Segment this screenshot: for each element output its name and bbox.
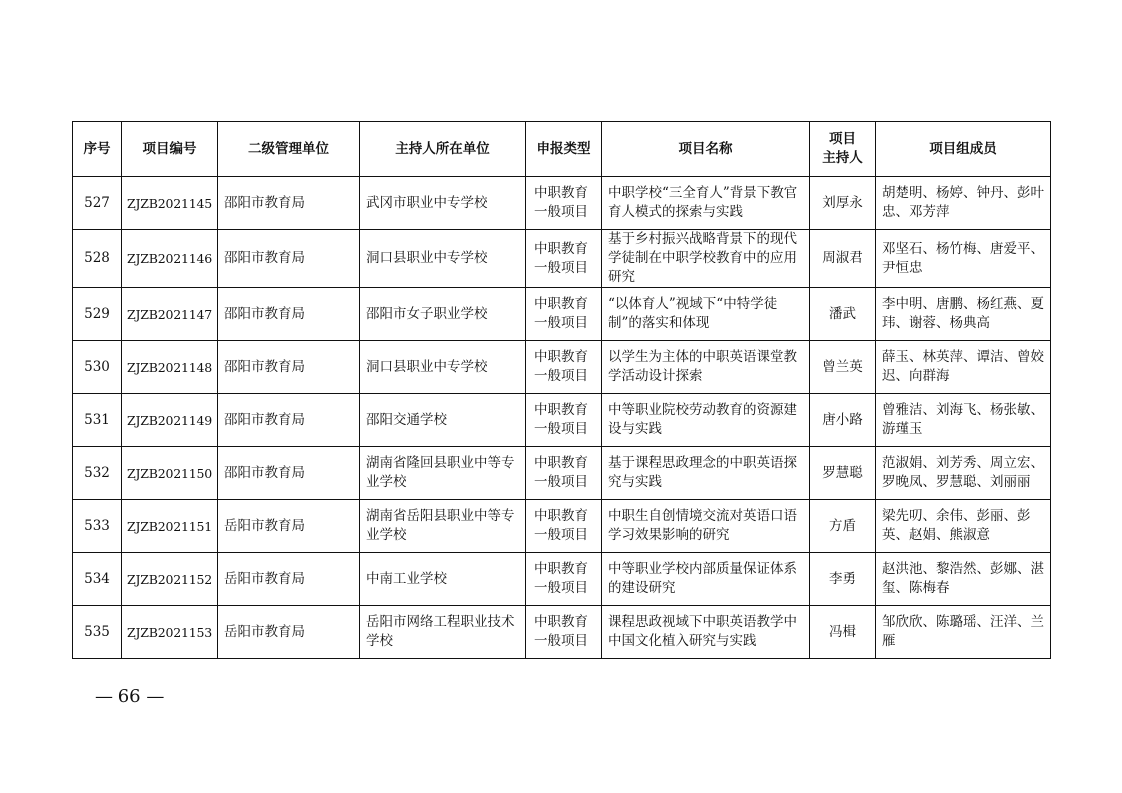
cell-mgmt: 岳阳市教育局 <box>218 606 360 659</box>
cell-members: 范淑娟、刘芳秀、周立宏、罗晚凤、罗慧聪、刘丽丽 <box>876 447 1051 500</box>
cell-host: 罗慧聪 <box>810 447 876 500</box>
cell-seq: 528 <box>73 230 122 288</box>
cell-members: 薛玉、林英萍、谭洁、曾姣迟、向群海 <box>876 341 1051 394</box>
cell-name: 中职学校“三全育人”背景下教官育人模式的探索与实践 <box>602 177 810 230</box>
cell-type: 中职教育一般项目 <box>526 288 602 341</box>
table-row <box>73 341 1051 394</box>
table-row <box>73 394 1051 447</box>
cell-mgmt: 邵阳市教育局 <box>218 177 360 230</box>
header-host-line2: 主持人 <box>822 150 863 166</box>
table-row <box>73 177 1051 230</box>
cell-seq: 534 <box>73 553 122 606</box>
table-row <box>73 447 1051 500</box>
cell-host: 周淑君 <box>810 230 876 288</box>
cell-host: 李勇 <box>810 553 876 606</box>
cell-name: 中等职业院校劳动教育的资源建设与实践 <box>602 394 810 447</box>
table-row <box>73 230 1051 288</box>
cell-type: 中职教育一般项目 <box>526 606 602 659</box>
cell-type: 中职教育一般项目 <box>526 230 602 288</box>
cell-type: 中职教育一般项目 <box>526 341 602 394</box>
cell-unit: 中南工业学校 <box>360 553 526 606</box>
cell-seq: 527 <box>73 177 122 230</box>
page-number-value: 66 <box>117 686 141 707</box>
cell-unit: 岳阳市网络工程职业技术学校 <box>360 606 526 659</box>
cell-host: 唐小路 <box>810 394 876 447</box>
cell-type: 中职教育一般项目 <box>526 500 602 553</box>
page-number-dash-left: — <box>95 686 112 707</box>
cell-mgmt: 岳阳市教育局 <box>218 553 360 606</box>
cell-host: 曾兰英 <box>810 341 876 394</box>
cell-code: ZJZB2021146 <box>122 230 218 288</box>
cell-mgmt: 邵阳市教育局 <box>218 230 360 288</box>
cell-members: 邹欣欣、陈璐瑶、汪洋、兰雁 <box>876 606 1051 659</box>
cell-code: ZJZB2021150 <box>122 447 218 500</box>
table-header-row <box>73 122 1051 177</box>
cell-seq: 533 <box>73 500 122 553</box>
cell-name: 中等职业学校内部质量保证体系的建设研究 <box>602 553 810 606</box>
cell-seq: 530 <box>73 341 122 394</box>
cell-mgmt: 岳阳市教育局 <box>218 500 360 553</box>
cell-name: 基于课程思政理念的中职英语探究与实践 <box>602 447 810 500</box>
cell-unit: 湖南省岳阳县职业中等专业学校 <box>360 500 526 553</box>
cell-unit: 武冈市职业中专学校 <box>360 177 526 230</box>
cell-unit: 洞口县职业中专学校 <box>360 341 526 394</box>
cell-code: ZJZB2021151 <box>122 500 218 553</box>
cell-type: 中职教育一般项目 <box>526 447 602 500</box>
cell-seq: 535 <box>73 606 122 659</box>
cell-name: 课程思政视域下中职英语教学中中国文化植入研究与实践 <box>602 606 810 659</box>
table-row <box>73 553 1051 606</box>
table-row <box>73 288 1051 341</box>
header-members: 项目组成员 <box>876 122 1051 177</box>
cell-code: ZJZB2021153 <box>122 606 218 659</box>
cell-unit: 邵阳市女子职业学校 <box>360 288 526 341</box>
header-host <box>810 122 876 177</box>
header-unit: 主持人所在单位 <box>360 122 526 177</box>
table-row <box>73 500 1051 553</box>
cell-members: 李中明、唐鹏、杨红燕、夏玮、谢蓉、杨典高 <box>876 288 1051 341</box>
cell-members: 胡楚明、杨婷、钟丹、彭叶忠、邓芳萍 <box>876 177 1051 230</box>
projects-table-container <box>72 121 1050 659</box>
cell-mgmt: 邵阳市教育局 <box>218 447 360 500</box>
cell-members: 赵洪池、黎浩然、彭娜、湛玺、陈梅春 <box>876 553 1051 606</box>
cell-host: 潘武 <box>810 288 876 341</box>
header-host-line1: 项目 <box>829 131 856 147</box>
cell-name: “以体育人”视域下“中特学徒制”的落实和体现 <box>602 288 810 341</box>
cell-seq: 532 <box>73 447 122 500</box>
cell-type: 中职教育一般项目 <box>526 553 602 606</box>
cell-name: 中职生自创情境交流对英语口语学习效果影响的研究 <box>602 500 810 553</box>
cell-type: 中职教育一般项目 <box>526 177 602 230</box>
page-number <box>95 686 163 707</box>
header-seq: 序号 <box>73 122 122 177</box>
page-number-dash-right: — <box>146 686 164 707</box>
cell-name: 基于乡村振兴战略背景下的现代学徒制在中职学校教育中的应用研究 <box>602 230 810 288</box>
cell-seq: 531 <box>73 394 122 447</box>
cell-code: ZJZB2021145 <box>122 177 218 230</box>
cell-members: 梁先叨、余伟、彭丽、彭英、赵娟、熊淑意 <box>876 500 1051 553</box>
cell-mgmt: 邵阳市教育局 <box>218 288 360 341</box>
header-code: 项目编号 <box>122 122 218 177</box>
header-mgmt: 二级管理单位 <box>218 122 360 177</box>
cell-code: ZJZB2021148 <box>122 341 218 394</box>
cell-mgmt: 邵阳市教育局 <box>218 394 360 447</box>
cell-code: ZJZB2021149 <box>122 394 218 447</box>
cell-unit: 洞口县职业中专学校 <box>360 230 526 288</box>
cell-unit: 湖南省隆回县职业中等专业学校 <box>360 447 526 500</box>
cell-seq: 529 <box>73 288 122 341</box>
table-body <box>73 177 1051 659</box>
cell-members: 邓坚石、杨竹梅、唐爱平、尹恒忠 <box>876 230 1051 288</box>
cell-host: 刘厚永 <box>810 177 876 230</box>
cell-mgmt: 邵阳市教育局 <box>218 341 360 394</box>
cell-host: 方盾 <box>810 500 876 553</box>
projects-table <box>72 121 1051 659</box>
cell-code: ZJZB2021147 <box>122 288 218 341</box>
table-row <box>73 606 1051 659</box>
header-type: 申报类型 <box>526 122 602 177</box>
cell-code: ZJZB2021152 <box>122 553 218 606</box>
cell-name: 以学生为主体的中职英语课堂教学活动设计探索 <box>602 341 810 394</box>
cell-type: 中职教育一般项目 <box>526 394 602 447</box>
cell-members: 曾雅洁、刘海飞、杨张敏、游瑾玉 <box>876 394 1051 447</box>
header-name: 项目名称 <box>602 122 810 177</box>
cell-unit: 邵阳交通学校 <box>360 394 526 447</box>
cell-host: 冯楫 <box>810 606 876 659</box>
